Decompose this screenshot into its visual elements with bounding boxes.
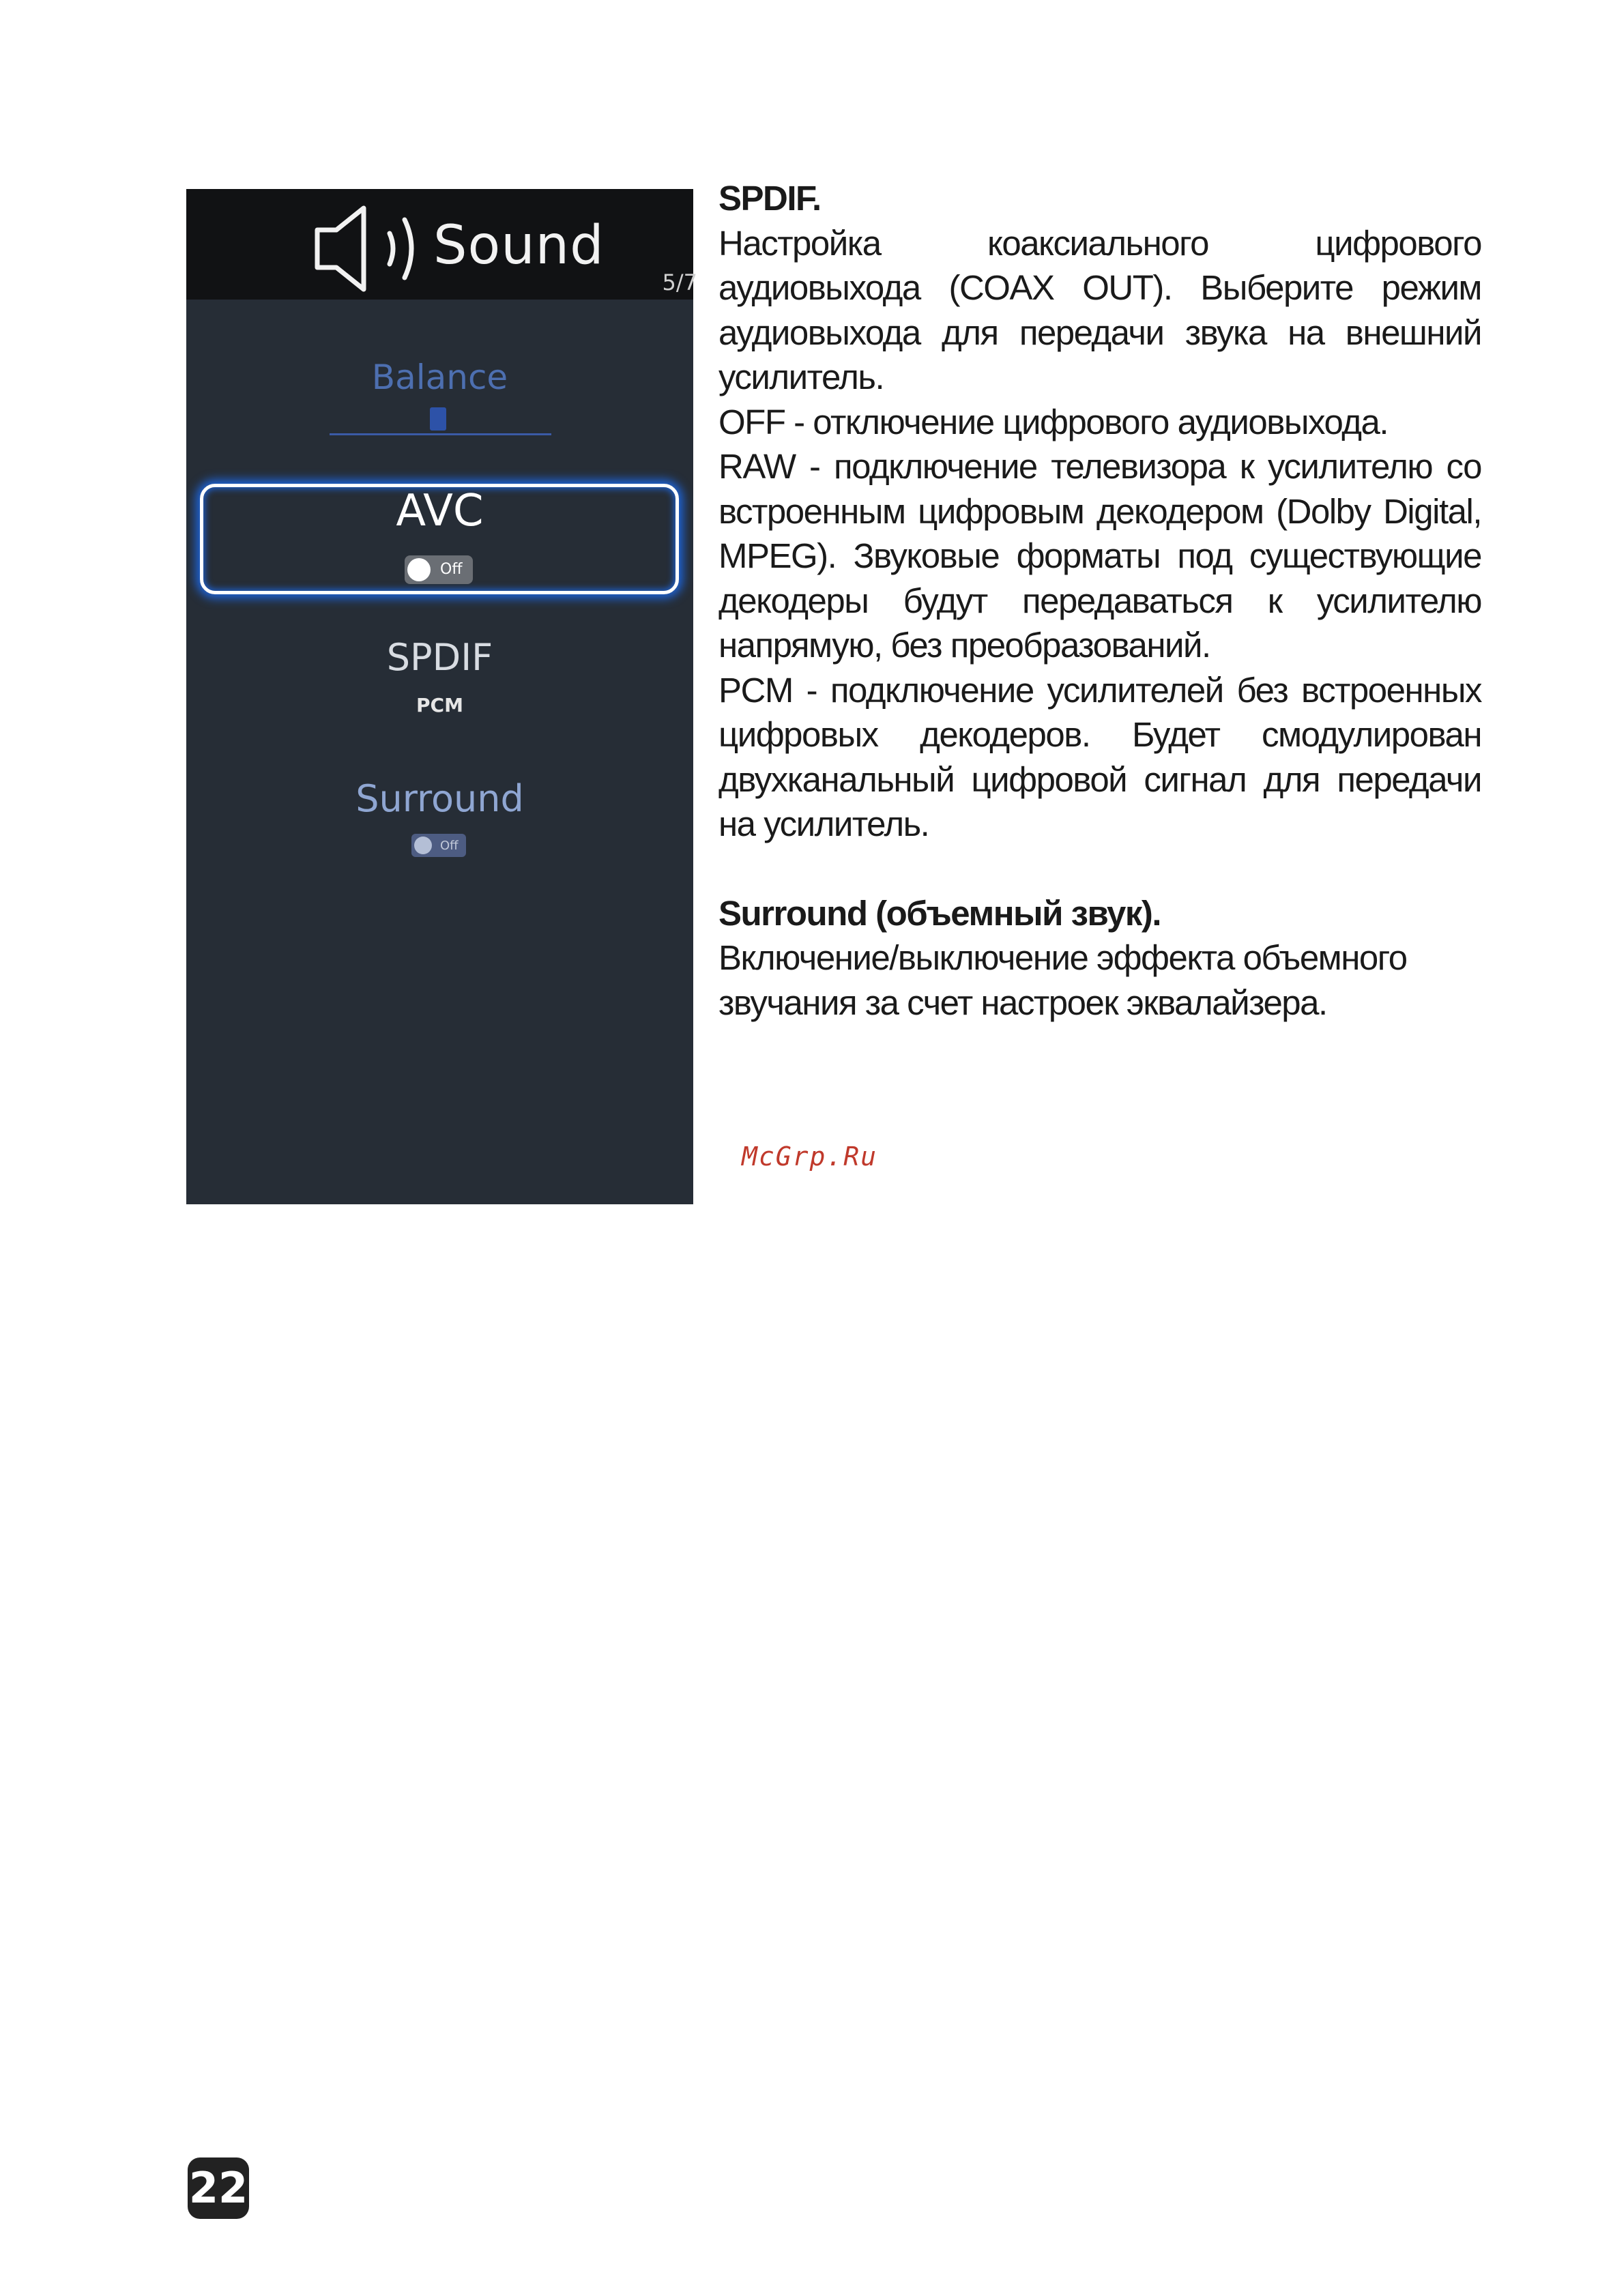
spdif-paragraph: Настройка коаксиального цифрового аудиовыхода (COAX OUT). Выберите режим аудиовыхода для передачи звука на внешний усилитель. <box>718 223 1481 396</box>
watermark: McGrp.Ru <box>742 1142 878 1172</box>
menu-header <box>186 189 697 300</box>
speaker-icon <box>309 203 428 295</box>
surround-label: Surround <box>355 777 524 820</box>
avc-label: AVC <box>396 486 484 536</box>
spdif-paragraph: PCM - подключение усилителей без встроенных цифровых декодеров. Будет смодулирован двухканальный цифровой сигнал для передачи на усилитель. <box>718 670 1481 843</box>
spdif-label: SPDIF <box>386 636 493 679</box>
avc-toggle[interactable] <box>405 555 473 584</box>
surround-paragraph: Включение/выключение эффекта объемного звучания за счет настроек эквалайзера. <box>718 938 1407 1022</box>
surround-heading: Surround (объемный звук). <box>718 893 1161 933</box>
balance-slider-handle[interactable] <box>430 407 446 431</box>
description-text <box>718 176 1481 1025</box>
balance-label: Balance <box>371 358 508 397</box>
surround-toggle-text: Off <box>440 839 459 853</box>
page-number: 22 <box>188 2157 249 2219</box>
spdif-paragraph: OFF - отключение цифрового аудиовыхода. <box>718 402 1388 441</box>
spdif-value[interactable]: PCM <box>416 694 463 716</box>
spacer <box>718 847 1481 891</box>
avc-toggle-text: Off <box>440 561 463 578</box>
menu-title: Sound <box>433 215 605 276</box>
spdif-heading: SPDIF. <box>718 179 821 218</box>
tv-sound-menu-screenshot <box>186 189 697 1204</box>
toggle-knob <box>407 558 431 581</box>
toggle-knob <box>414 837 432 854</box>
page-indicator: 5/7 <box>662 270 697 295</box>
surround-toggle[interactable] <box>411 834 466 857</box>
spdif-paragraph: RAW - подключение телевизора к усилителю со встроенным цифровым декодером (Dolby Digital, MPEG). Звуковые форматы под существующие декодеры будут передаваться к усилителю напрямую, без преобразований. <box>718 447 1481 665</box>
balance-slider-track[interactable] <box>330 433 551 435</box>
